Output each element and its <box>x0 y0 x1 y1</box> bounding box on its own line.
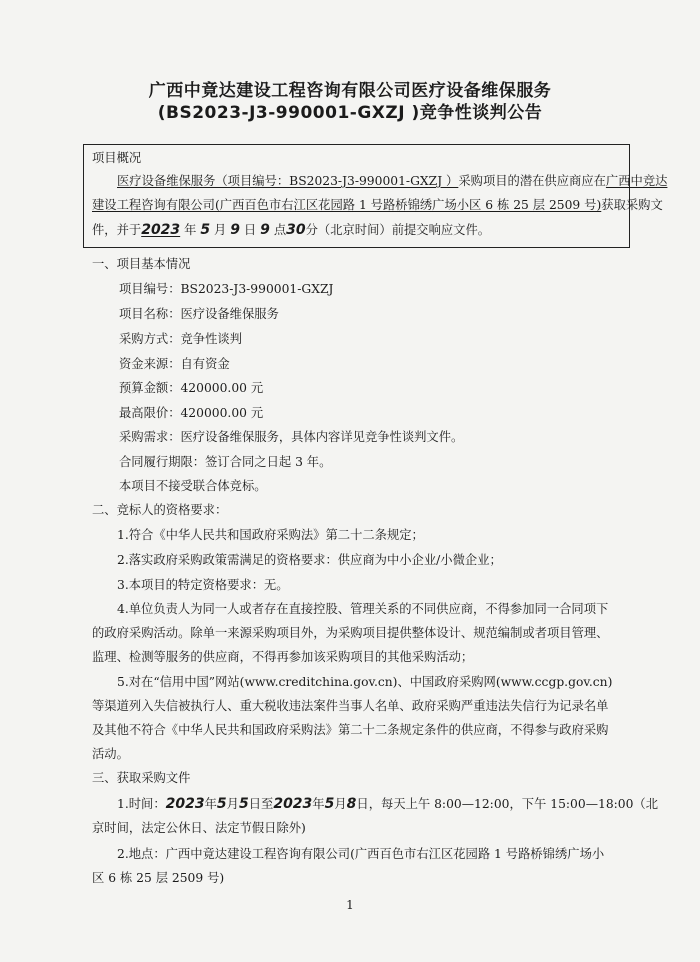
overview-heading: 项目概况 <box>92 151 142 165</box>
acquisition-place-line-1: 2.地点：广西中竟达建设工程咨询有限公司(广西百色市右江区花园路 1 号路桥锦绣广场小 <box>117 847 605 861</box>
handwritten-end-year: 2023 <box>273 796 313 812</box>
qualification-line-9: 及其他不符合《中华人民共和国政府采购法》第二十二条规定条件的供应商，不得参与政府采购 <box>92 723 609 737</box>
handwritten-day: 9 <box>230 222 240 238</box>
overview-line-2: 建设工程咨询有限公司(广西百色市右江区花园路 1 号路桥锦绣广场小区 6 栋 25 层 2509 号)获取采购文 <box>92 198 663 212</box>
handwritten-end-day: 8 <box>346 796 357 812</box>
info-procurement-method: 采购方式：竞争性谈判 <box>119 332 242 346</box>
overview-line-1: 医疗设备维保服务（项目编号：BS2023-J3-990001-GXZJ ）采购项目的潜在供应商应在广西中竞达 <box>117 174 668 188</box>
section-3-heading: 三、获取采购文件 <box>92 771 191 785</box>
handwritten-start-day: 5 <box>238 796 249 812</box>
info-contract-period: 合同履行期限：签订合同之日起 3 年。 <box>119 455 332 469</box>
handwritten-month: 5 <box>200 222 211 238</box>
qualification-line-7: 5.对在“信用中国”网站(www.creditchina.gov.cn)、中国政府采购网(www.ccgp.gov.cn) <box>117 675 613 689</box>
project-name-ref: 医疗设备维保服务（项目编号：BS2023-J3-990001-GXZJ ） <box>117 174 459 188</box>
handwritten-end-month: 5 <box>324 796 335 812</box>
info-requirement: 采购需求：医疗设备维保服务，具体内容详见竞争性谈判文件。 <box>119 430 464 444</box>
acquisition-place-line-2: 区 6 栋 25 层 2509 号) <box>92 871 225 885</box>
info-no-consortium: 本项目不接受联合体竞标。 <box>119 479 267 493</box>
handwritten-start-year: 2023 <box>165 796 205 812</box>
section-2-heading: 二、竞标人的资格要求： <box>92 503 228 517</box>
page-number: 1 <box>346 898 354 912</box>
acquisition-time-line-2: 京时间，法定公休日、法定节假日除外) <box>92 821 306 835</box>
qualification-line-4: 4.单位负责人为同一人或者存在直接控股、管理关系的不同供应商，不得参加同一合同项下 <box>117 602 609 616</box>
title-line-2: (BS2023-J3-990001-GXZJ )竞争性谈判公告 <box>157 103 543 123</box>
qualification-line-6: 监理、检测等服务的供应商，不得再参加该采购项目的其他采购活动； <box>92 650 474 664</box>
section-1-heading: 一、项目基本情况 <box>92 257 191 271</box>
qualification-line-3: 3.本项目的特定资格要求：无。 <box>117 578 289 592</box>
qualification-line-8: 等渠道列入失信被执行人、重大税收违法案件当事人名单、政府采购严重违法失信行为记录名单 <box>92 699 609 713</box>
info-budget: 预算金额：420000.00 元 <box>119 381 264 395</box>
info-project-name: 项目名称：医疗设备维保服务 <box>119 307 279 321</box>
info-project-code: 项目编号：BS2023-J3-990001-GXZJ <box>119 282 334 296</box>
overview-line-3: 件，并于2023 年 5 月 9 日 9 点30分（北京时间）前提交响应文件。 <box>92 222 491 238</box>
info-fund-source: 资金来源：自有资金 <box>119 357 230 371</box>
handwritten-start-month: 5 <box>216 796 227 812</box>
qualification-line-1: 1.符合《中华人民共和国政府采购法》第二十二条规定； <box>117 528 424 542</box>
title-line-1: 广西中竟达建设工程咨询有限公司医疗设备维保服务 <box>148 81 552 101</box>
handwritten-year: 2023 <box>141 222 181 238</box>
acquisition-time-line-1: 1.时间：2023年5月5日至2023年5月8日，每天上午 8:00—12:00，下午 15:00—18:00（北 <box>117 796 659 812</box>
handwritten-hour: 9 <box>260 222 270 238</box>
handwritten-minute: 30 <box>286 222 306 238</box>
qualification-line-10: 活动。 <box>92 747 129 761</box>
qualification-line-5: 的政府采购活动。除单一来源采购项目外，为采购项目提供整体设计、规范编制或者项目管理、 <box>92 626 609 640</box>
qualification-line-2: 2.落实政府采购政策需满足的资格要求：供应商为中小企业/小微企业； <box>117 553 502 567</box>
supplier-address: 建设工程咨询有限公司(广西百色市右江区花园路 1 号路桥锦绣广场小区 6 栋 25 层 2509 号) <box>92 198 602 212</box>
info-max-price: 最高限价：420000.00 元 <box>119 406 264 420</box>
